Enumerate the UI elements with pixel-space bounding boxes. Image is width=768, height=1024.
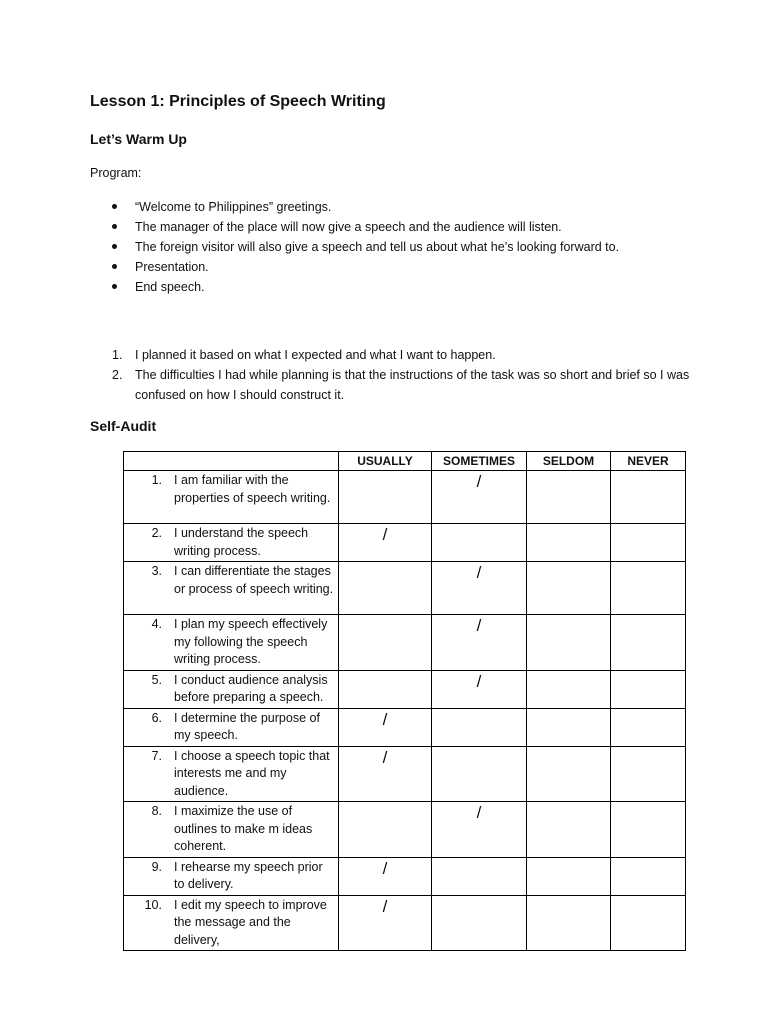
table-row (124, 524, 686, 562)
answer-text: I planned it based on what I expected and what I want to happen. (135, 348, 496, 362)
table-row (124, 615, 686, 671)
statement-text: I conduct audience analysis before preparing a speech. (174, 672, 328, 704)
usually-cell: / (339, 746, 432, 802)
list-item (90, 199, 710, 219)
never-cell (611, 471, 686, 524)
seldom-cell (527, 746, 611, 802)
statement-text: I choose a speech topic that interests me and my audience. (174, 748, 330, 798)
answers-list (90, 345, 690, 405)
seldom-cell (527, 615, 611, 671)
usually-cell (339, 562, 432, 615)
statement-cell (124, 857, 339, 895)
never-cell (611, 802, 686, 858)
table-row (124, 857, 686, 895)
statement-text: I can differentiate the stages or process of speech writing. (174, 564, 334, 596)
statement-cell (124, 471, 339, 524)
statement-cell (124, 615, 339, 671)
statement-text: I rehearse my speech prior to delivery. (174, 859, 323, 891)
table-row (124, 708, 686, 746)
answer-text: The difficulties I had while planning is that the instructions of the task was so short and brief so I was confused on how I should construct it. (135, 368, 690, 402)
column-header-never: NEVER (611, 452, 686, 471)
column-header-statement (124, 452, 339, 471)
table-row (124, 670, 686, 708)
bullet-icon (112, 204, 117, 209)
bullet-icon (112, 284, 117, 289)
bullet-icon (112, 244, 117, 249)
list-item (90, 219, 710, 239)
page-title: Lesson 1: Principles of Speech Writing (90, 93, 386, 110)
seldom-cell (527, 670, 611, 708)
usually-cell (339, 802, 432, 858)
usually-cell: / (339, 895, 432, 951)
usually-cell: / (339, 857, 432, 895)
list-item (90, 239, 710, 259)
table-row (124, 562, 686, 615)
never-cell (611, 615, 686, 671)
never-cell (611, 857, 686, 895)
sometimes-cell: / (432, 562, 527, 615)
list-item-text: End speech. (135, 280, 205, 294)
statement-text: I understand the speech writing process. (174, 526, 309, 558)
statement-cell (124, 562, 339, 615)
statement-cell (124, 708, 339, 746)
self-audit-heading: Self-Audit (90, 418, 157, 434)
list-item-text: The manager of the place will now give a speech and the audience will listen. (135, 220, 562, 234)
answer-number: 1. (112, 348, 123, 362)
statement-text: I am familiar with the properties of speech writing. (174, 473, 331, 505)
sometimes-cell: / (432, 615, 527, 671)
column-header-sometimes: SOMETIMES (432, 452, 527, 471)
row-number: 1. (151, 473, 162, 487)
list-item (90, 279, 710, 299)
statement-cell (124, 802, 339, 858)
sometimes-cell (432, 895, 527, 951)
seldom-cell (527, 895, 611, 951)
answer-item (90, 345, 690, 365)
answer-item (90, 365, 690, 405)
never-cell (611, 895, 686, 951)
column-header-usually: USUALLY (339, 452, 432, 471)
usually-cell (339, 615, 432, 671)
list-item-text: Presentation. (135, 260, 209, 274)
row-number: 3. (151, 564, 162, 578)
list-item-text: “Welcome to Philippines” greetings. (135, 200, 332, 214)
row-number: 6. (151, 710, 162, 725)
statement-cell (124, 746, 339, 802)
self-audit-table (123, 451, 686, 951)
sometimes-cell (432, 708, 527, 746)
sometimes-cell (432, 746, 527, 802)
row-number: 8. (151, 804, 162, 818)
seldom-cell (527, 471, 611, 524)
statement-cell (124, 670, 339, 708)
statement-text: I edit my speech to improve the message and the delivery, (174, 897, 327, 947)
never-cell (611, 524, 686, 562)
program-label: Program: (90, 166, 142, 180)
sometimes-cell: / (432, 670, 527, 708)
table-header-row (124, 452, 686, 471)
program-list (90, 199, 710, 299)
usually-cell (339, 670, 432, 708)
row-number: 7. (151, 748, 162, 763)
seldom-cell (527, 708, 611, 746)
bullet-icon (112, 264, 117, 269)
seldom-cell (527, 524, 611, 562)
row-number: 10. (144, 897, 162, 912)
usually-cell: / (339, 708, 432, 746)
table-row (124, 895, 686, 951)
seldom-cell (527, 857, 611, 895)
sometimes-cell: / (432, 802, 527, 858)
statement-cell (124, 895, 339, 951)
row-number: 2. (151, 526, 162, 540)
table-row (124, 471, 686, 524)
list-item-text: The foreign visitor will also give a speech and tell us about what he’s looking forward to. (135, 240, 620, 254)
never-cell (611, 562, 686, 615)
warm-up-heading: Let’s Warm Up (90, 131, 187, 147)
sometimes-cell (432, 524, 527, 562)
usually-cell (339, 471, 432, 524)
sometimes-cell (432, 857, 527, 895)
list-item (90, 259, 710, 279)
never-cell (611, 670, 686, 708)
never-cell (611, 708, 686, 746)
table-row (124, 746, 686, 802)
table-row (124, 802, 686, 858)
usually-cell: / (339, 524, 432, 562)
row-number: 5. (151, 672, 162, 687)
statement-text: I maximize the use of outlines to make m ideas coherent. (174, 804, 313, 853)
sometimes-cell: / (432, 471, 527, 524)
seldom-cell (527, 562, 611, 615)
bullet-icon (112, 224, 117, 229)
row-number: 9. (151, 859, 162, 874)
statement-text: I determine the purpose of my speech. (174, 710, 320, 742)
column-header-seldom: SELDOM (527, 452, 611, 471)
never-cell (611, 746, 686, 802)
seldom-cell (527, 802, 611, 858)
statement-cell (124, 524, 339, 562)
answer-number: 2. (112, 368, 123, 382)
statement-text: I plan my speech effectively my following the speech writing process. (174, 617, 328, 666)
row-number: 4. (151, 617, 162, 631)
